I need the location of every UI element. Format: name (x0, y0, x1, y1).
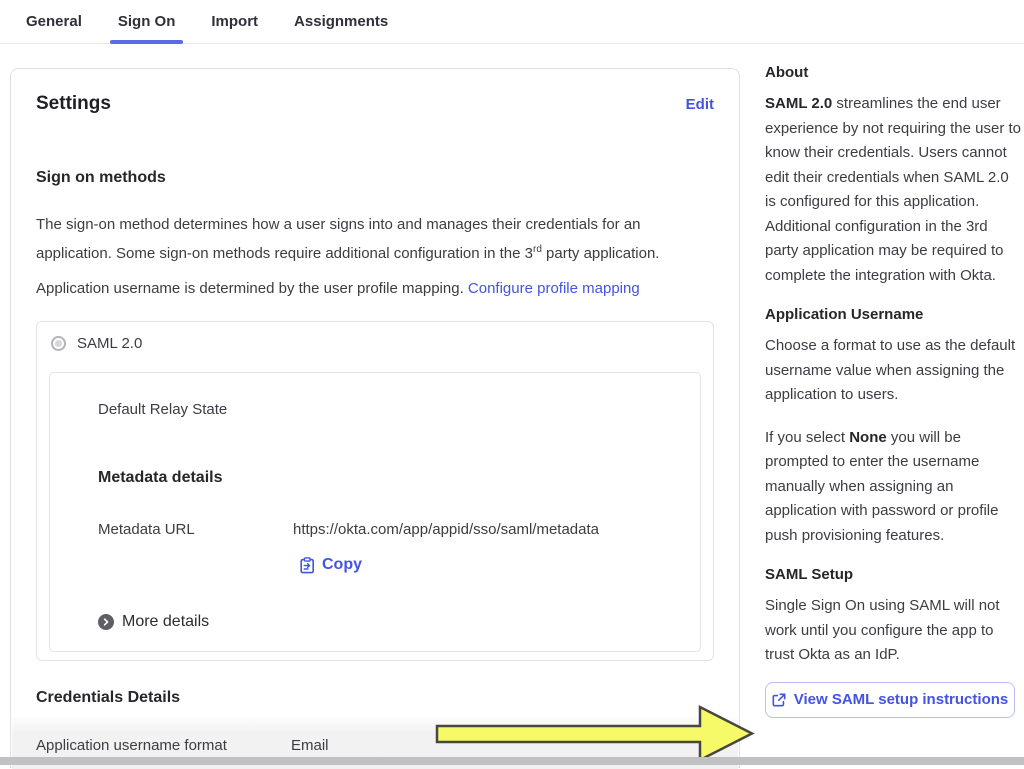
saml-method-panel (36, 321, 714, 661)
copy-metadata-url-button[interactable] (300, 556, 362, 574)
tab-general[interactable] (18, 0, 90, 43)
tab-import[interactable] (203, 0, 266, 43)
saml-setup-paragraph: Single Sign On using SAML will not work until you configure the app to trust Okta as an IdP. (765, 597, 1000, 663)
tab-assignments[interactable] (286, 0, 396, 43)
application-username-paragraph-2 (765, 426, 1021, 549)
about-paragraph (765, 92, 1021, 288)
help-sidebar (765, 64, 1021, 718)
saml-radio-row[interactable] (51, 335, 142, 352)
tab-label: Assignments (294, 13, 389, 30)
settings-card-header (36, 93, 714, 115)
credentials-details-heading: Credentials Details (36, 689, 181, 706)
default-relay-state-label: Default Relay State (98, 401, 228, 418)
about-heading: About (765, 64, 809, 81)
edit-link[interactable]: Edit (685, 95, 714, 113)
clipboard-icon (300, 557, 315, 574)
application-username-paragraph-1: Choose a format to use as the default username value when assigning the application to users. (765, 337, 1016, 403)
credential-row-label: Application username format (36, 737, 227, 754)
tab-label: Sign On (117, 13, 176, 30)
sign-on-methods-description (36, 212, 698, 266)
para2-post: you will be prompted to enter the username manually when assigning an application with password or profile push provisioning features. (765, 428, 999, 544)
configure-profile-mapping-link[interactable]: Configure profile mapping (467, 280, 640, 297)
application-username-heading: Application Username (765, 306, 924, 323)
saml-setup-heading: SAML Setup (765, 566, 854, 583)
description-superscript: rd (532, 244, 542, 255)
view-saml-setup-instructions-button[interactable] (765, 682, 1015, 718)
credential-row-value: Email (291, 737, 329, 754)
para2-pre: If you select (765, 428, 850, 446)
chevron-right-circle-icon (98, 614, 114, 630)
radio-dot (55, 340, 62, 347)
viewport-bottom-edge (0, 757, 1024, 765)
active-tab-indicator (110, 40, 184, 44)
tab-label: General (26, 13, 82, 30)
saml-radio-button[interactable] (51, 336, 66, 351)
copy-label: Copy (322, 556, 362, 573)
username-note-text: Application username is determined by the user profile mapping. (36, 280, 468, 297)
saml-radio-label: SAML 2.0 (77, 335, 143, 352)
tab-sign-on[interactable] (110, 0, 184, 43)
external-link-icon (772, 693, 786, 707)
saml-details-panel (49, 372, 701, 652)
metadata-details-heading: Metadata details (98, 469, 223, 486)
about-lead-bold: SAML 2.0 (765, 95, 833, 112)
username-mapping-note (36, 276, 698, 301)
settings-card (10, 68, 740, 768)
description-text: The sign-on method determines how a user signs into and manages their credentials for an application. Some sign-on methods require additional configuration in the 3 (36, 216, 641, 262)
about-body-text: streamlines the end user experience by not requiring the user to know their credentials. Users cannot edit their credentials when SAML 2.0 is configured for this application. Additional configuration in the 3rd party application may be required to complete the integration with Okta. (765, 95, 1021, 284)
tab-label: Import (211, 13, 259, 30)
metadata-url-label: Metadata URL (98, 521, 195, 538)
para2-bold: None (849, 428, 887, 446)
description-text-end: party application. (541, 245, 660, 262)
app-tab-bar (0, 0, 1024, 44)
sign-on-methods-heading: Sign on methods (36, 169, 166, 186)
settings-title: Settings (36, 93, 111, 114)
more-details-label: More details (122, 613, 210, 630)
setup-button-label: View SAML setup instructions (793, 691, 1009, 708)
metadata-url-value: https://okta.com/app/appid/sso/saml/metadata (293, 521, 599, 538)
more-details-toggle[interactable] (98, 613, 209, 631)
